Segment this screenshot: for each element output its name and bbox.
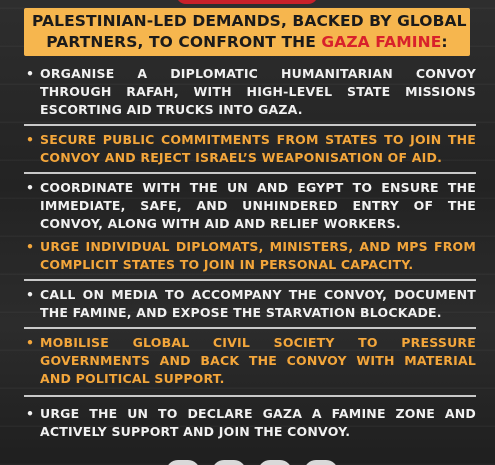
demand-line: ACTIVELY SUPPORT AND JOIN THE CONVOY. [40, 424, 351, 439]
bullet-icon: • [26, 132, 35, 147]
demand-item-commitments [24, 130, 476, 167]
bullet-icon: • [26, 239, 35, 254]
demand-line: COMPLICIT STATES TO JOIN IN PERSONAL CAPACITY. [40, 257, 414, 272]
demand-line: THE FAMINE, AND EXPOSE THE STARVATION BLOCKADE. [40, 305, 442, 320]
section-divider [24, 124, 476, 126]
title-accent-gaza-famine: GAZA FAMINE [321, 33, 442, 51]
decorative-dot [258, 460, 292, 465]
demand-line: GOVERNMENTS AND BACK THE CONVOY WITH MATERIAL [40, 353, 476, 368]
demands-list [24, 64, 476, 441]
demand-item-un-famine-zone [24, 404, 476, 441]
demand-line: URGE INDIVIDUAL DIPLOMATS, MINISTERS, AND MPS FROM [40, 239, 476, 254]
demand-item-coordinate [24, 178, 476, 233]
demand-item-convoy [24, 64, 476, 119]
bottom-decoration [0, 460, 495, 465]
section-divider [24, 172, 476, 174]
bullet-icon: • [26, 287, 35, 302]
demand-item-media [24, 285, 476, 322]
decorative-dot [304, 460, 338, 465]
demand-item-diplomats [24, 237, 476, 274]
demand-line: CONVOY AND REJECT ISRAEL’S WEAPONISATION OF AID. [40, 150, 443, 165]
title-line-2-text: PARTNERS, TO CONFRONT THE [46, 33, 322, 51]
demand-line: AND POLITICAL SUPPORT. [40, 371, 225, 386]
section-divider [24, 395, 476, 397]
bullet-icon: • [26, 406, 35, 421]
bullet-icon: • [26, 180, 35, 195]
decorative-dot [166, 460, 200, 465]
demand-line: CONVOY, ALONG WITH AID AND RELIEF WORKERS. [40, 216, 401, 231]
title-line-1: PALESTINIAN-LED DEMANDS, BACKED BY GLOBAL [32, 12, 467, 30]
bullet-icon: • [26, 335, 35, 350]
decorative-dot [212, 460, 246, 465]
demand-line: URGE THE UN TO DECLARE GAZA A FAMINE ZONE AND [40, 406, 476, 421]
top-red-tab [176, 0, 318, 4]
demand-line: ESCORTING AID TRUCKS INTO GAZA. [40, 102, 303, 117]
demand-line: THROUGH RAFAH, WITH HIGH-LEVEL STATE MISSIONS [40, 84, 476, 99]
demand-line: COORDINATE WITH THE UN AND EGYPT TO ENSURE THE [40, 180, 476, 195]
section-divider [24, 279, 476, 281]
section-divider [24, 327, 476, 329]
demand-line: IMMEDIATE, SAFE, AND UNHINDERED ENTRY OF THE [40, 198, 476, 213]
title-line-2 [32, 32, 462, 53]
title-banner [24, 8, 470, 56]
title-colon: : [441, 33, 448, 51]
bullet-icon: • [26, 66, 35, 81]
demand-line: MOBILISE GLOBAL CIVIL SOCIETY TO PRESSURE [40, 335, 476, 350]
demand-line: SECURE PUBLIC COMMITMENTS FROM STATES TO JOIN THE [40, 132, 476, 147]
demand-line: ORGANISE A DIPLOMATIC HUMANITARIAN CONVOY [40, 66, 476, 81]
demand-item-civil-society [24, 333, 476, 388]
demand-line: CALL ON MEDIA TO ACCOMPANY THE CONVOY, DOCUMENT [40, 287, 476, 302]
